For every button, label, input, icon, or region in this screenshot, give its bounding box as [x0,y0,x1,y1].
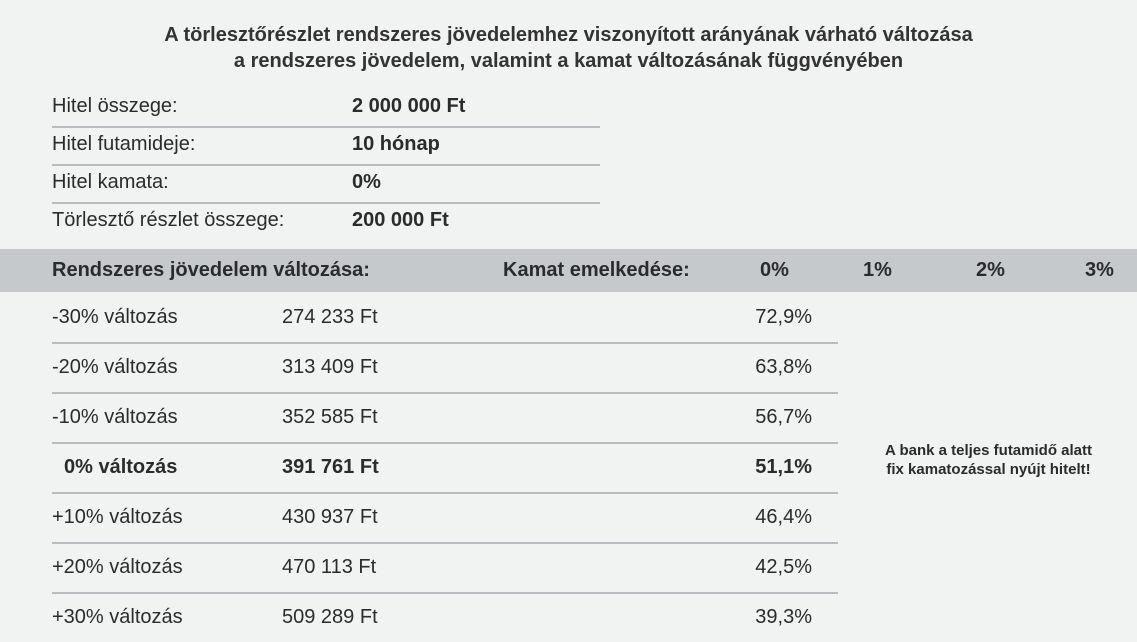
loan-rate-label: Hitel kamata: [52,171,169,193]
page-title [0,22,1137,74]
title-line-1: A törlesztőrészlet rendszeres jövedelemhez viszonyított arányának várható változása [164,24,973,46]
loan-amount-value: 2 000 000 Ft [352,95,466,117]
row-ratio: 56,7% [755,406,812,428]
table-row-baseline [52,442,838,494]
table-row [52,392,838,444]
row-ratio: 42,5% [755,556,812,578]
table-row [52,342,838,394]
row-ratio: 63,8% [755,356,812,378]
installment-row [52,202,600,240]
header-rate-0: 0% [760,259,789,281]
row-income: 470 113 Ft [282,556,377,578]
row-change: -30% változás [52,306,178,328]
row-change: -10% változás [52,406,178,428]
table-row [52,492,838,544]
row-income: 391 761 Ft [282,456,379,478]
loan-rate-row [52,164,600,204]
installment-value: 200 000 Ft [352,209,449,231]
note-line-2: fix kamatozással nyújt hitelt! [886,461,1091,478]
row-change: 0% változás [64,456,178,478]
row-income: 352 585 Ft [282,406,378,428]
row-change: +20% változás [52,556,183,578]
row-income: 509 289 Ft [282,606,378,628]
row-change: -20% változás [52,356,178,378]
row-change: +30% változás [52,606,183,628]
header-rate-1: 1% [863,259,892,281]
loan-rate-value: 0% [352,171,381,193]
row-income: 274 233 Ft [282,306,378,328]
loan-term-value: 10 hónap [352,133,440,155]
loan-amount-row [52,88,600,128]
row-ratio: 72,9% [755,306,812,328]
table-header [0,249,1137,292]
header-income-change: Rendszeres jövedelem változása: [52,259,370,281]
table-row [52,592,838,642]
row-income: 313 409 Ft [282,356,378,378]
header-rate-increase: Kamat emelkedése: [503,259,690,281]
header-rate-3: 3% [1085,259,1114,281]
row-change: +10% változás [52,506,183,528]
loan-amount-label: Hitel összege: [52,95,178,117]
row-ratio: 39,3% [755,606,812,628]
header-rate-2: 2% [976,259,1005,281]
table-row [52,542,838,594]
installment-label: Törlesztő részlet összege: [52,209,285,231]
table-row [52,292,838,344]
fixed-rate-note [840,441,1137,479]
row-ratio: 51,1% [755,456,812,478]
title-line-2: a rendszeres jövedelem, valamint a kamat változásának függvényében [233,50,904,72]
row-income: 430 937 Ft [282,506,378,528]
loan-term-row [52,126,600,166]
row-ratio: 46,4% [755,506,812,528]
loan-term-label: Hitel futamideje: [52,133,196,155]
note-line-1: A bank a teljes futamidő alatt [885,442,1092,459]
